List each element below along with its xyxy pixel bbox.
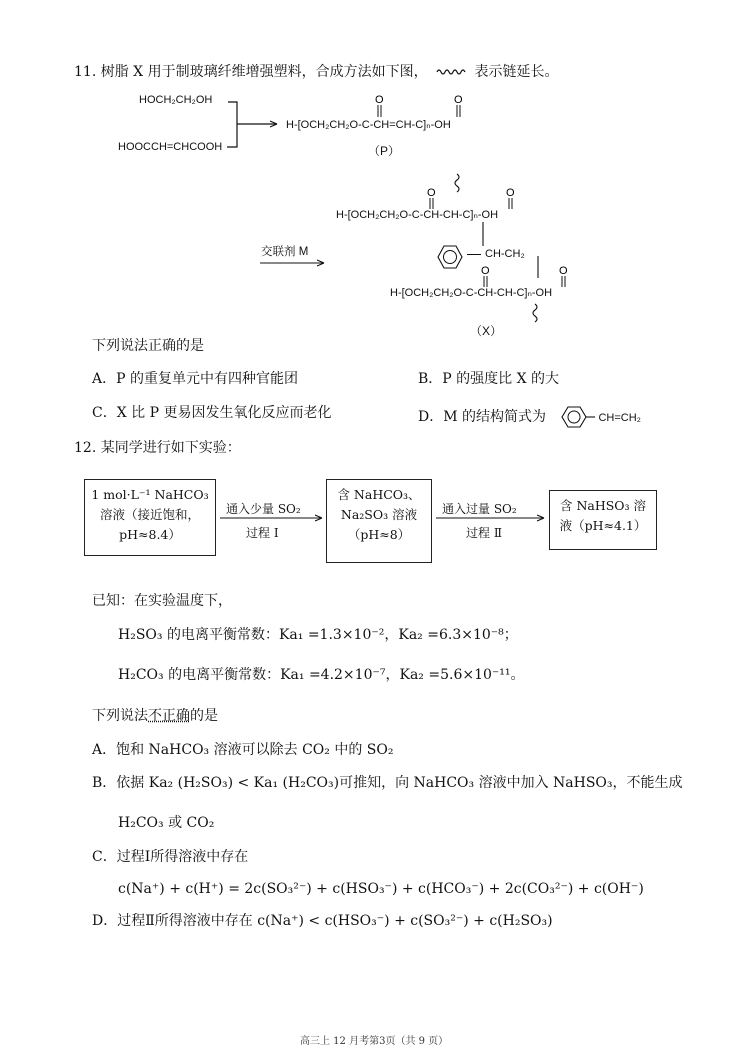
side-chain-text: CH-CH₂ [485,248,525,260]
q11-option-a[interactable]: A．P 的重复单元中有四种官能团 [92,371,298,387]
box2-line1: 含 NaHCO₃、 [337,487,421,502]
box1-line3: pH≈8.4） [119,527,181,542]
box2-line3: （pH≈8） [347,527,411,542]
polymer-p-carbonyls [360,93,470,121]
polymer-p-formula: H-[OCH₂CH₂O-C-CH=CH-C]ₙ-OH [286,119,451,131]
lower-chain: H-[OCH₂CH₂O-C-CH-CH-C]ₙ-OH [390,287,553,299]
reactant-bracket-arrow [225,95,285,155]
q11-stem: 下列说法正确的是 [92,338,204,354]
label-p: （P） [368,144,401,158]
q12-stem [92,707,218,725]
q12-stem-before: 下列说法 [92,708,148,724]
q12-stem-not: 不正确 [148,708,190,724]
box3-line1: 含 NaHSO₃ 溶 [559,498,647,513]
q12-option-c-line1[interactable]: C．过程Ⅰ所得溶液中存在 [92,849,249,865]
box3-line2: 液（pH≈4.1） [559,518,647,533]
process1-arrow [218,512,326,524]
q11-wave-note: 表示链延长。 [474,64,559,80]
q11-option-c[interactable]: C．X 比 P 更易因发生氧化反应而老化 [92,405,332,421]
side-chain-line [467,254,481,255]
q12-option-b-line2[interactable]: H₂CO₃ 或 CO₂ [118,815,215,831]
arrow2-bottom-label: 过程 Ⅱ [466,526,502,540]
known-h2so3: H₂SO₃ 的电离平衡常数：Ka₁ =1.3×10⁻²，Ka₂ =6.3×10⁻⁸； [118,627,518,643]
svg-text:O: O [481,265,490,277]
side-chain [477,248,525,260]
q12-option-d[interactable]: D．过程Ⅱ所得溶液中存在 c(Na⁺) < c(HSO₃⁻) + c(SO₃²⁻) + c(H₂SO₃) [92,913,553,929]
upper-chain: H-[OCH₂CH₂O-C-CH-CH-C]ₙ-OH [336,209,499,221]
svg-text:O: O [375,94,384,106]
svg-text:O: O [454,94,463,106]
q11-stem-title [74,63,559,81]
known-h2co3: H₂CO₃ 的电离平衡常数：Ka₁ =4.2×10⁻⁷，Ka₂ =5.6×10⁻¹¹。 [118,667,525,683]
arrow2-top-label: 通入过量 SO₂ [442,502,517,516]
lower-wave-icon [525,302,545,328]
process2-arrow [434,512,548,524]
q11-option-d[interactable] [418,404,641,430]
q11-option-b[interactable]: B．P 的强度比 X 的大 [418,371,560,387]
box1-line1: 1 mol·L⁻¹ NaHCO₃ [91,487,209,502]
q11-title-text: 11. 树脂 X 用于制玻璃纤维增强塑料，合成方法如下图， [74,64,428,80]
styrene-vinyl-text: CH=CH₂ [598,412,641,424]
page-footer: 高三上 12 月考第3页（共 9 页） [300,1036,449,1047]
flow-box-middle [326,479,432,563]
q12-option-a[interactable]: A．饱和 NaHCO₃ 溶液可以除去 CO₂ 中的 SO₂ [92,742,394,758]
arrow1-bottom-label: 过程 Ⅰ [246,526,279,540]
flow-box-final [549,490,657,550]
q12-stem-after: 的是 [190,708,218,724]
box1-line2: 溶液（接近饱和， [99,507,200,522]
flow-box-initial [84,479,216,556]
wave-line-icon [436,67,466,77]
arrow1-top-label: 通入少量 SO₂ [226,502,301,516]
known-intro: 已知：在实验温度下， [92,593,232,609]
svg-text:O: O [427,187,436,199]
box2-line2: Na₂SO₃ 溶液 [340,507,418,522]
crosslinker-label: 交联剂 M [261,246,309,258]
reactant-diacid: HOOCCH=CHCOOH [118,141,223,153]
svg-text:O: O [506,187,515,199]
styrene-ring-icon [556,404,596,430]
q11-option-d-text: D．M 的结构简式为 [418,409,547,425]
q12-option-c-line2[interactable]: c(Na⁺) + c(H⁺) = 2c(SO₃²⁻) + c(HSO₃⁻) + c(HCO₃⁻) + 2c(CO₃²⁻) + c(OH⁻) [118,881,644,897]
svg-text:O: O [559,265,568,277]
q12-stem-title: 12. 某同学进行如下实验： [74,440,241,456]
q12-option-b-line1[interactable]: B．依据 Ka₂ (H₂SO₃) < Ka₁ (H₂CO₃)可推知，向 NaHCO₃ 溶液中加入 NaHSO₃，不能生成 [92,775,683,791]
label-x: （X） [470,324,503,338]
reactant-diol: HOCH₂CH₂OH [139,94,213,106]
